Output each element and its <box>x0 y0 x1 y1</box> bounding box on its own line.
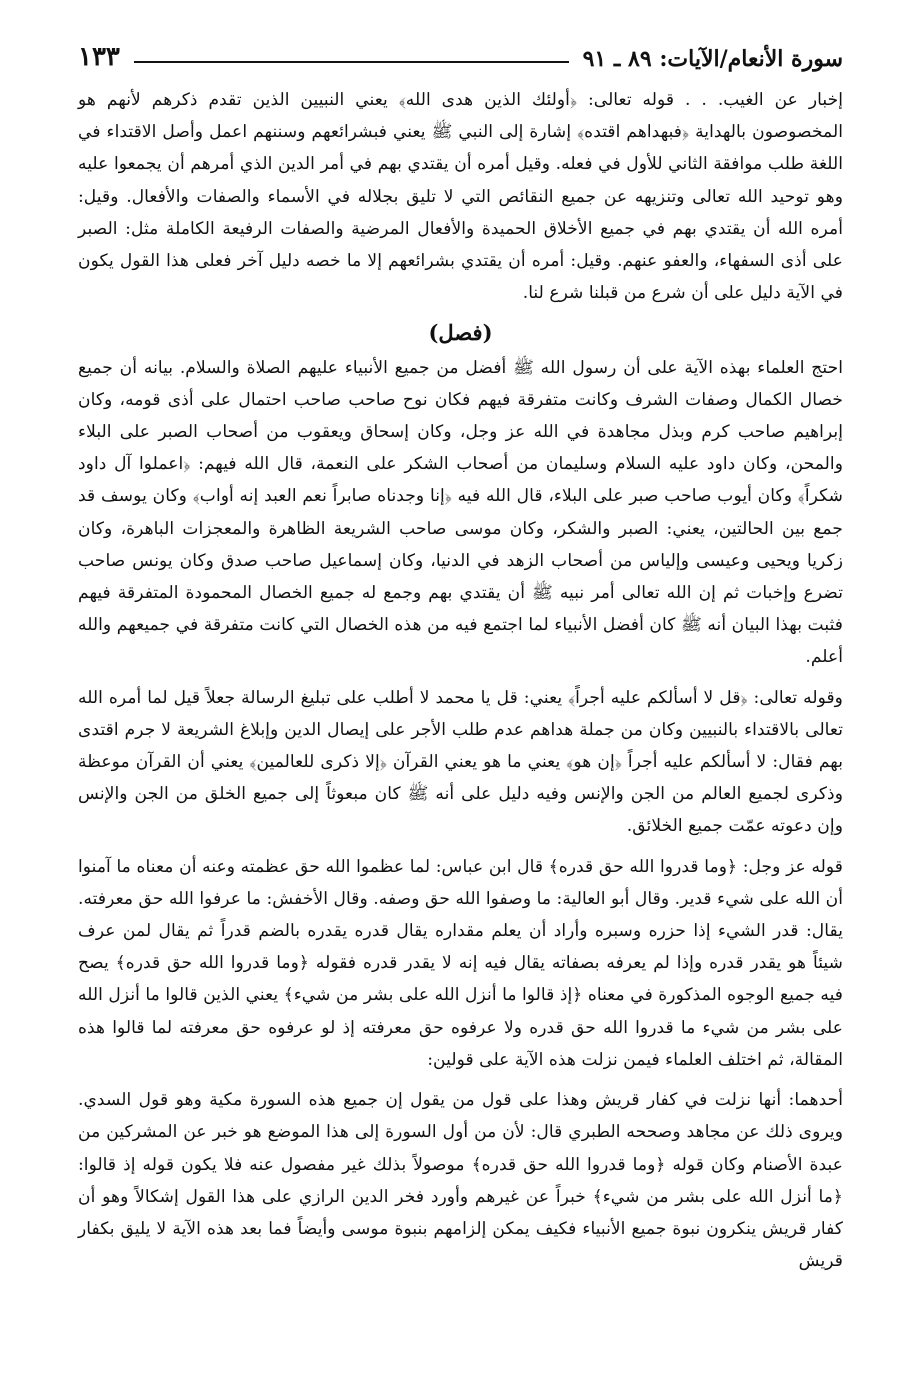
paragraph-1: إخبار عن الغيب. . . قوله تعالى: ﴿أولئك الذين هدى الله﴾ يعني النبيين الذين تقدم ذكرهم لأنهم هو المخصوصون بالهداية ﴿فبهداهم اقتده﴾ إشارة إلى النبي ﷺ يعني فبشرائعهم وسننهم اعمل وأصل الاقتداء في اللغة طلب موافقة الثاني للأول في فعله. وقيل أمره أن يقتدي بهم في أمر الدين الذي أمرهم أن يجمعوا عليه وهو توحيد الله تعالى وتنزيهه عن جميع النقائص التي لا تليق بجلاله في الأسماء والصفات والأفعال. وقيل: أمره الله أن يقتدي بهم في جميع الأخلاق الحميدة والأفعال المرضية والصفات الرفيعة الكاملة مثل: الصبر على أذى السفهاء، والعفو عنهم. وقيل: أمره أن يقتدي بشرائعهم إلا ما خصه دليل آخر فعلى هذا القول يكون في الآية دليل على أن شرع من قبلنا شرع لنا. <box>78 90 843 304</box>
page-body <box>78 84 843 1277</box>
running-header <box>78 28 843 72</box>
paragraph-2: احتج العلماء بهذه الآية على أن رسول الله ﷺ أفضل من جميع الأنبياء عليهم الصلاة والسلام. بيانه أن جميع خصال الكمال وصفات الشرف وكانت متفرقة فيهم فكان نوح صاحب صاحب احتمال على أذى قومه، وكان إبراهيم صاحب كرم وبذل مجاهدة في الله عز وجل، وكان إسحاق ويعقوب من أصحاب الصبر على البلاء والمحن، وكان داود عليه السلام وسليمان من أصحاب الشكر على النعمة، قال الله فيهم: ﴿اعملوا آل داود شكراً﴾ وكان أيوب صاحب صبر على البلاء، قال الله فيه ﴿إنا وجدناه صابراً نعم العبد إنه أواب﴾ وكان يوسف قد جمع بين الحالتين، يعني: الصبر والشكر، وكان موسى صاحب الشريعة الظاهرة والمعجزات الباهرة، وكان زكريا ويحيى وعيسى وإلياس من أصحاب الزهد في الدنيا، وكان إسماعيل صاحب صدق وكان يونس صاحب تضرع وإخبات ثم إن الله تعالى أمر نبيه ﷺ أن يقتدي بهم وجمع له جميع الخصال المحمودة المتفرقة فيهم فثبت بهذا البيان أنه ﷺ كان أفضل الأنبياء لما اجتمع فيه من هذه الخصال التي كانت متفرقة في جميعهم والله أعلم. <box>78 357 843 668</box>
paragraph-4: قوله عز وجل: ﴿وما قدروا الله حق قدره﴾ قال ابن عباس: لما عظموا الله حق عظمته وعنه أن معناه ما آمنوا أن الله على شيء قدير. وقال أبو العالية: ما وصفوا الله حق وصفه. وقال الأخفش: ما عرفوا الله حق معرفته. يقال: قدر الشيء إذا حزره وسبره وأراد أن يعلم مقداره يقال قدره يقدره بالضم قدراً ثم يقال لمن عرف شيئاً هو يقدر قدره وإذا لم يعرفه بصفاته يقال فيه إنه لا يقدر قدره فقوله ﴿وما قدروا الله حق قدره﴾ يصح فيه جميع الوجوه المذكورة في معناه ﴿إذ قالوا ما أنزل الله على بشر من شيء﴾ يعني الذين قالوا ما أنزل الله على بشر من شيء ما قدروا الله حق قدره ولا عرفوه حق معرفته إذ لو عرفوه حق معرفته لما قالوا هذه المقالة، ثم اختلف العلماء فيمن نزلت هذه الآية على قولين: <box>78 856 843 1070</box>
paragraph-3: وقوله تعالى: ﴿قل لا أسألكم عليه أجراً﴾ يعني: قل يا محمد لا أطلب على تبليغ الرسالة جعلاً قيل لما أمره الله تعالى بالاقتداء بالنبيين وكان من جملة هداهم عدم طلب الأجر على إيصال الدين وإبلاغ الشريعة لا جرم اقتدى بهم فقال: لا أسألكم عليه أجراً ﴿إن هو﴾ يعني ما هو يعني القرآن ﴿إلا ذكرى للعالمين﴾ يعني أن القرآن موعظة وذكرى لجميع العالم من الجن والإنس وفيه دليل على أنه ﷺ كان مبعوثاً إلى جميع الخلق من الجن والإنس وإن دعوته عمّت جميع الخلائق. <box>78 687 843 837</box>
paragraph-5: أحدهما: أنها نزلت في كفار قريش وهذا على قول من يقول إن جميع هذه السورة مكية وهو قول السدي. ويروى ذلك عن مجاهد وصححه الطبري قال: لأن من أول السورة إلى هذا الموضع هو خبر عن المشركين من عبدة الأصنام وكان قوله ﴿وما قدروا الله حق قدره﴾ موصولاً بذلك غير مفصول عنه فلا يكون قوله إذ قالوا: ﴿ما أنزل الله على بشر من شيء﴾ خبراً عن غيرهم وأورد فخر الدين الرازي على هذا القول إشكالاً وهو أن كفار قريش ينكرون نبوة جميع الأنبياء فكيف يمكن إلزامهم بنبوة موسى وأيضاً فما بعد هذه الآية لا يليق بكفار قريش <box>78 1090 843 1272</box>
surah-verse-label: سورة الأنعام/الآيات: ٨٩ ـ ٩١ <box>582 46 843 72</box>
page-number: ١٣٣ <box>78 42 120 72</box>
header-rule <box>134 61 569 63</box>
section-heading: (فصل) <box>428 320 493 346</box>
